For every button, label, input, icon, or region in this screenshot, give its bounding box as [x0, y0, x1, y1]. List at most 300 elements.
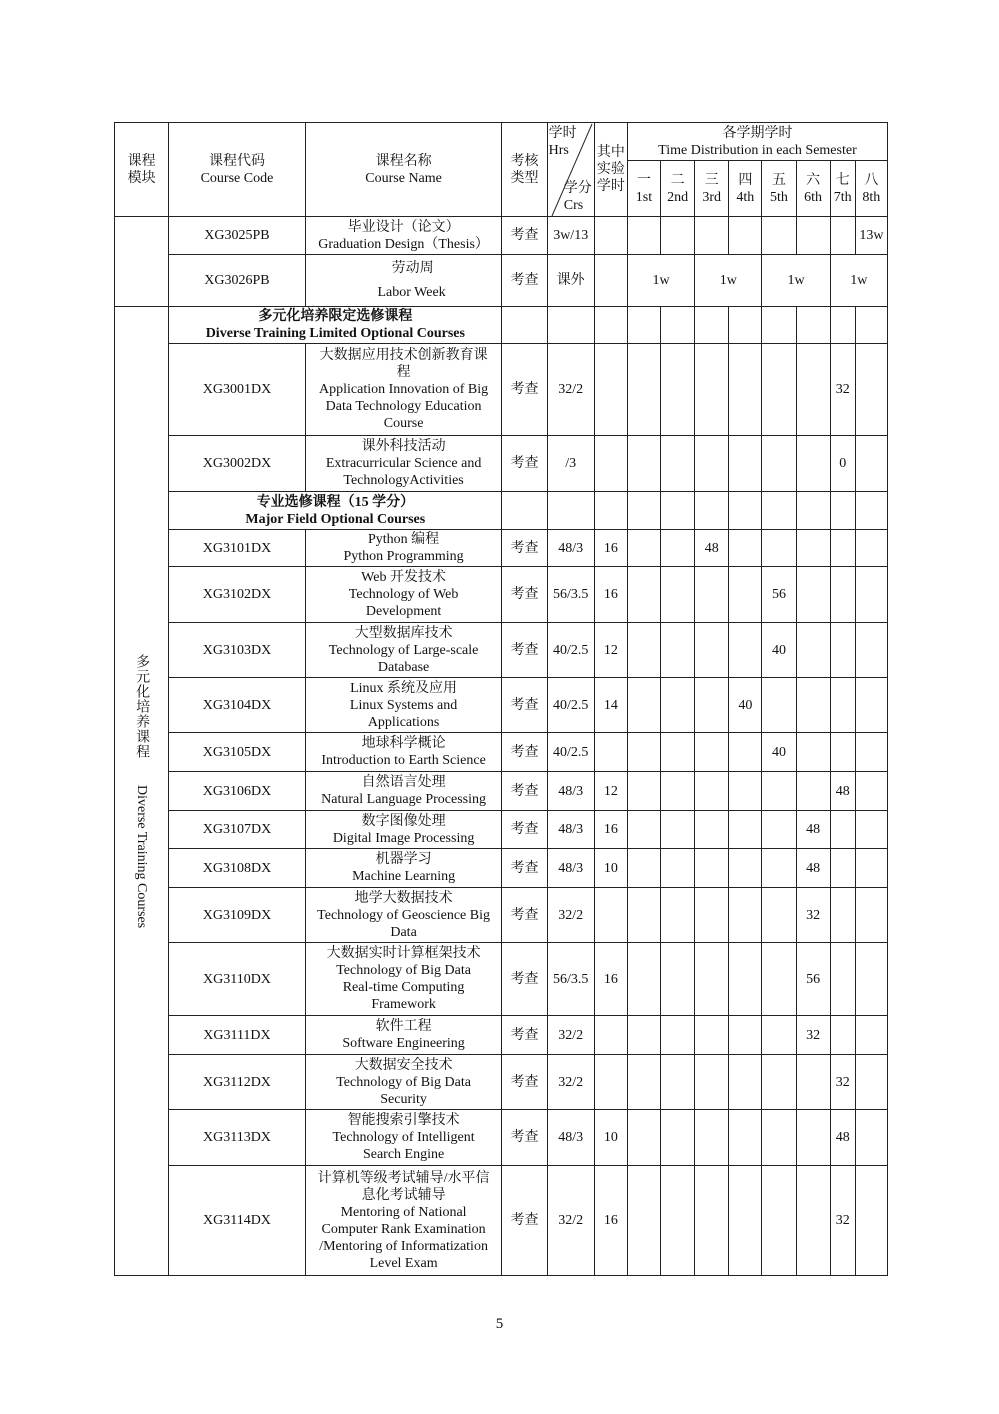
- course-row: [115, 772, 888, 811]
- course-name-line: 自然语言处理: [361, 775, 446, 790]
- semester-7-hours: 0: [830, 436, 855, 492]
- course-code: XG3107DX: [169, 811, 306, 849]
- exam-type: 考查: [502, 217, 547, 255]
- course-name-line: 地球科学概论: [361, 736, 446, 751]
- semester-4-hours: [729, 1110, 762, 1166]
- semester-3-hours: [695, 943, 729, 1016]
- hours-credits: 3w/13: [547, 217, 594, 255]
- course-name-line: Web 开发技术: [361, 570, 446, 585]
- module-cell-blank: [115, 217, 169, 307]
- course-name-line: Linux 系统及应用: [350, 680, 458, 696]
- semester-4-hours: [729, 772, 762, 811]
- header-semester-6: [796, 161, 830, 217]
- semester-1-hours: [627, 888, 660, 943]
- course-name-line: 大型数据库技术: [354, 625, 453, 641]
- semester-en: 5th: [770, 189, 788, 205]
- semester-3-hours: [695, 733, 729, 772]
- semester-1-hours: [627, 733, 660, 772]
- course-name-line: Data Technology Education: [325, 399, 482, 414]
- empty-cell: [594, 307, 627, 344]
- section-title-en: Diverse Training Limited Optional Courses: [205, 326, 465, 341]
- empty-cell: [502, 492, 547, 530]
- semester-8-hours: [855, 530, 887, 567]
- semester-1-hours: [627, 623, 660, 678]
- semester-8-hours: [855, 943, 887, 1016]
- semester-1-hours: [627, 811, 660, 849]
- header-row-1: [115, 123, 888, 161]
- semester-4-hours: [729, 943, 762, 1016]
- semester-8-hours: [855, 344, 887, 436]
- course-row: [115, 888, 888, 943]
- course-name: [305, 567, 502, 623]
- exam-type: 考查: [502, 888, 547, 943]
- hours-credits: 56/3.5: [547, 943, 594, 1016]
- semester-4-hours: [729, 849, 762, 888]
- course-name: [305, 1110, 502, 1166]
- semester-7-hours: [830, 1016, 855, 1055]
- empty-cell: [627, 307, 660, 344]
- semester-cn: 二: [670, 172, 685, 188]
- semester-7-hours: [830, 678, 855, 733]
- exam-type: 考查: [502, 733, 547, 772]
- lab-hours: [594, 733, 627, 772]
- header-exam-type: 考核 类型: [502, 123, 547, 217]
- header-credits-cn: 学分: [563, 181, 592, 196]
- course-name-line: 劳动周: [391, 260, 434, 276]
- hours-credits: /3: [547, 436, 594, 492]
- course-name: [305, 811, 502, 849]
- lab-hours: 16: [594, 811, 627, 849]
- semester-7-hours: [830, 943, 855, 1016]
- exam-type: 考查: [502, 255, 547, 307]
- curriculum-table: [114, 122, 888, 1276]
- semester-1-hours: [627, 344, 660, 436]
- semester-4-hours: [729, 888, 762, 943]
- course-code: XG3104DX: [169, 678, 306, 733]
- lab-hours: [594, 436, 627, 492]
- course-row: [115, 623, 888, 678]
- semester-6-hours: [796, 567, 830, 623]
- course-name-line: Python 编程: [367, 532, 440, 547]
- course-name-line: Application Innovation of Big: [319, 382, 489, 397]
- header-hours-cn: 学时: [548, 126, 577, 141]
- semester-en: 3rd: [702, 189, 722, 205]
- course-name-line: Development: [365, 604, 442, 619]
- course-row: [115, 678, 888, 733]
- course-code: XG3102DX: [169, 567, 306, 623]
- exam-type: 考查: [502, 436, 547, 492]
- semester-pair-weeks: 1w: [830, 255, 887, 307]
- course-code: XG3106DX: [169, 772, 306, 811]
- semester-5-hours: [762, 849, 796, 888]
- hours-credits: 40/2.5: [547, 733, 594, 772]
- course-row: [115, 811, 888, 849]
- course-name-line: Python Programming: [343, 549, 464, 564]
- semester-7-hours: [830, 217, 855, 255]
- course-row: [115, 1055, 888, 1110]
- semester-7-hours: [830, 811, 855, 849]
- semester-5-hours: 40: [762, 623, 796, 678]
- course-name: [305, 1166, 502, 1276]
- semester-6-hours: [796, 217, 830, 255]
- semester-8-hours: 13w: [855, 217, 887, 255]
- header-semester-3: [695, 161, 729, 217]
- semester-5-hours: [762, 943, 796, 1016]
- semester-5-hours: [762, 1055, 796, 1110]
- course-name-line: Digital Image Processing: [332, 830, 475, 846]
- semester-2-hours: [661, 1166, 695, 1276]
- semester-2-hours: [661, 623, 695, 678]
- course-name-line: /Mentoring of Informatization: [319, 1238, 488, 1254]
- semester-pair-weeks: 1w: [695, 255, 762, 307]
- semester-2-hours: [661, 811, 695, 849]
- semester-5-hours: 56: [762, 567, 796, 623]
- semester-5-hours: [762, 530, 796, 567]
- semester-5-hours: [762, 811, 796, 849]
- semester-3-hours: [695, 811, 729, 849]
- course-name-line: Labor Week: [377, 284, 446, 300]
- hours-credits: 48/3: [547, 772, 594, 811]
- semester-5-hours: 40: [762, 733, 796, 772]
- section-title-cn: 专业选修课程（15 学分）: [256, 494, 415, 510]
- semester-2-hours: [661, 943, 695, 1016]
- semester-2-hours: [661, 849, 695, 888]
- course-row: [115, 217, 888, 255]
- semester-3-hours: 48: [695, 530, 729, 567]
- semester-8-hours: [855, 1166, 887, 1276]
- course-name-line: Graduation Design（Thesis）: [318, 236, 489, 252]
- lab-hours: [594, 344, 627, 436]
- hours-credits: 32/2: [547, 1055, 594, 1110]
- semester-cn: 三: [704, 172, 719, 188]
- lab-hours: [594, 1055, 627, 1110]
- hours-credits: 56/3.5: [547, 567, 594, 623]
- empty-cell: [796, 307, 830, 344]
- semester-8-hours: [855, 888, 887, 943]
- semester-1-hours: [627, 1055, 660, 1110]
- hours-credits: 48/3: [547, 811, 594, 849]
- course-code: XG3026PB: [169, 255, 306, 307]
- semester-1-hours: [627, 849, 660, 888]
- semester-en: 6th: [804, 189, 823, 205]
- course-name-line: Security: [380, 1091, 427, 1107]
- semester-cn: 五: [771, 172, 786, 188]
- course-name-line: Natural Language Processing: [321, 792, 486, 807]
- header-semester-5: [762, 161, 796, 217]
- course-row: [115, 849, 888, 888]
- semester-2-hours: [661, 772, 695, 811]
- course-code: XG3108DX: [169, 849, 306, 888]
- semester-5-hours: [762, 1110, 796, 1166]
- semester-3-hours: [695, 567, 729, 623]
- empty-cell: [661, 492, 695, 530]
- semester-en: 7th: [833, 189, 852, 205]
- course-name-line: Machine Learning: [352, 869, 456, 884]
- semester-4-hours: 40: [729, 678, 762, 733]
- course-name: [305, 436, 502, 492]
- header-code: 课程代码 Course Code: [169, 123, 306, 217]
- semester-3-hours: [695, 1016, 729, 1055]
- semester-7-hours: [830, 733, 855, 772]
- course-name-line: 程: [396, 365, 411, 380]
- empty-cell: [830, 307, 855, 344]
- semester-7-hours: 32: [830, 1055, 855, 1110]
- empty-cell: [729, 307, 762, 344]
- course-name-line: 大数据应用技术创新教育课: [319, 348, 488, 363]
- course-name: [305, 530, 502, 567]
- semester-cn: 八: [864, 172, 879, 188]
- semester-cn: 四: [738, 172, 753, 188]
- exam-type: 考查: [502, 811, 547, 849]
- course-code: XG3103DX: [169, 623, 306, 678]
- course-name-line: Linux Systems and: [349, 697, 458, 713]
- course-name: [305, 888, 502, 943]
- course-name-line: TechnologyActivities: [343, 473, 464, 488]
- semester-5-hours: [762, 217, 796, 255]
- course-name-line: Software Engineering: [342, 1036, 465, 1051]
- section-title: [169, 307, 502, 344]
- empty-cell: [594, 492, 627, 530]
- course-name: [305, 1055, 502, 1110]
- semester-8-hours: [855, 772, 887, 811]
- semester-1-hours: [627, 436, 660, 492]
- semester-5-hours: [762, 344, 796, 436]
- header-semester-4: [729, 161, 762, 217]
- course-name-line: Extracurricular Science and: [325, 456, 482, 471]
- course-row: [115, 1016, 888, 1055]
- semester-6-hours: [796, 436, 830, 492]
- semester-en: 2nd: [667, 189, 689, 205]
- course-name-line: Introduction to Earth Science: [321, 753, 486, 768]
- exam-type: 考查: [502, 678, 547, 733]
- semester-2-hours: [661, 567, 695, 623]
- semester-7-hours: 48: [830, 772, 855, 811]
- empty-cell: [762, 492, 796, 530]
- semester-6-hours: 56: [796, 943, 830, 1016]
- semester-1-hours: [627, 1110, 660, 1166]
- semester-5-hours: [762, 888, 796, 943]
- semester-en: 4th: [736, 189, 755, 205]
- exam-type: 考查: [502, 623, 547, 678]
- lab-hours: 14: [594, 678, 627, 733]
- lab-hours: 12: [594, 772, 627, 811]
- course-code: XG3109DX: [169, 888, 306, 943]
- lab-hours: [594, 217, 627, 255]
- empty-cell: [502, 307, 547, 344]
- semester-pair-weeks: 1w: [762, 255, 830, 307]
- hours-credits: 40/2.5: [547, 623, 594, 678]
- hours-credits: 32/2: [547, 1166, 594, 1276]
- semester-8-hours: [855, 1110, 887, 1166]
- semester-7-hours: [830, 530, 855, 567]
- course-name-line: 毕业设计（论文）: [347, 219, 460, 235]
- semester-2-hours: [661, 888, 695, 943]
- header-semester-7: [830, 161, 855, 217]
- hours-credits: 32/2: [547, 1016, 594, 1055]
- page-number: 5: [495, 1316, 504, 1332]
- course-name-line: Data: [390, 924, 417, 940]
- semester-7-hours: 32: [830, 344, 855, 436]
- module-label-cell: [115, 307, 169, 1276]
- semester-3-hours: [695, 1055, 729, 1110]
- semester-3-hours: [695, 849, 729, 888]
- semester-6-hours: [796, 1166, 830, 1276]
- course-row: [115, 567, 888, 623]
- course-row: [115, 733, 888, 772]
- course-code: XG3112DX: [169, 1055, 306, 1110]
- section-title: [169, 492, 502, 530]
- empty-cell: [830, 492, 855, 530]
- module-label: [116, 654, 167, 928]
- empty-cell: [855, 307, 887, 344]
- semester-8-hours: [855, 733, 887, 772]
- empty-cell: [547, 492, 594, 530]
- semester-4-hours: [729, 217, 762, 255]
- header-semester-distribution: 各学期学时 Time Distribution in each Semester: [627, 123, 887, 161]
- semester-8-hours: [855, 623, 887, 678]
- course-name-line: Applications: [367, 714, 440, 730]
- exam-type: 考查: [502, 1166, 547, 1276]
- semester-cn: 六: [806, 172, 821, 188]
- header-module: 课程 模块: [115, 123, 169, 217]
- semester-8-hours: [855, 567, 887, 623]
- hours-credits: 课外: [547, 255, 594, 307]
- lab-hours: 16: [594, 530, 627, 567]
- semester-pair-weeks: 1w: [627, 255, 694, 307]
- semester-1-hours: [627, 530, 660, 567]
- semester-2-hours: [661, 678, 695, 733]
- semester-3-hours: [695, 623, 729, 678]
- semester-7-hours: 48: [830, 1110, 855, 1166]
- empty-cell: [762, 307, 796, 344]
- semester-1-hours: [627, 943, 660, 1016]
- lab-hours: [594, 1016, 627, 1055]
- course-name-line: Technology of Web: [348, 587, 459, 602]
- semester-1-hours: [627, 1016, 660, 1055]
- course-row: [115, 530, 888, 567]
- semester-6-hours: [796, 678, 830, 733]
- header-semester-2: [661, 161, 695, 217]
- exam-type: 考查: [502, 1016, 547, 1055]
- hours-credits: 48/3: [547, 530, 594, 567]
- course-name: [305, 849, 502, 888]
- lab-hours: 16: [594, 1166, 627, 1276]
- course-name-line: 数字图像处理: [361, 813, 446, 829]
- exam-type: 考查: [502, 849, 547, 888]
- course-name: [305, 943, 502, 1016]
- course-row: [115, 943, 888, 1016]
- semester-5-hours: [762, 436, 796, 492]
- course-name-line: Real-time Computing: [342, 980, 465, 995]
- semester-6-hours: [796, 344, 830, 436]
- exam-type: 考查: [502, 943, 547, 1016]
- semester-8-hours: [855, 1055, 887, 1110]
- course-code: XG3110DX: [169, 943, 306, 1016]
- hours-credits: 32/2: [547, 344, 594, 436]
- empty-cell: [796, 492, 830, 530]
- course-name-line: Course: [383, 416, 424, 431]
- semester-2-hours: [661, 1016, 695, 1055]
- course-name: [305, 678, 502, 733]
- semester-cn: 七: [835, 172, 850, 188]
- semester-8-hours: [855, 811, 887, 849]
- exam-type: 考查: [502, 1110, 547, 1166]
- semester-7-hours: [830, 623, 855, 678]
- semester-2-hours: [661, 217, 695, 255]
- course-name-line: Technology of Intelligent: [332, 1130, 475, 1145]
- semester-8-hours: [855, 436, 887, 492]
- section-header-row: [115, 492, 888, 530]
- course-name-line: 智能搜索引擎技术: [347, 1113, 460, 1128]
- section-title-en: Major Field Optional Courses: [245, 511, 426, 527]
- course-name-line: 计算机等级考试辅导/水平信: [317, 1170, 490, 1186]
- course-name-line: Search Engine: [362, 1147, 445, 1162]
- course-name-line: 软件工程: [375, 1019, 432, 1034]
- lab-hours: [594, 888, 627, 943]
- semester-4-hours: [729, 1166, 762, 1276]
- section-title-cn: 多元化培养限定选修课程: [258, 309, 413, 324]
- course-name-line: Technology of Big Data: [336, 1074, 471, 1090]
- semester-2-hours: [661, 436, 695, 492]
- course-name-line: Mentoring of National: [340, 1204, 467, 1220]
- empty-cell: [627, 492, 660, 530]
- course-name-line: Level Exam: [369, 1255, 438, 1271]
- semester-5-hours: [762, 1166, 796, 1276]
- semester-8-hours: [855, 1016, 887, 1055]
- course-row: [115, 1166, 888, 1276]
- empty-cell: [547, 307, 594, 344]
- semester-8-hours: [855, 849, 887, 888]
- semester-6-hours: [796, 530, 830, 567]
- semester-4-hours: [729, 530, 762, 567]
- semester-3-hours: [695, 344, 729, 436]
- lab-hours: 10: [594, 1110, 627, 1166]
- exam-type: 考查: [502, 567, 547, 623]
- course-row: [115, 1110, 888, 1166]
- course-name: [305, 623, 502, 678]
- hours-credits: 32/2: [547, 888, 594, 943]
- lab-hours: 10: [594, 849, 627, 888]
- course-row: [115, 436, 888, 492]
- course-code: XG3025PB: [169, 217, 306, 255]
- course-name: [305, 344, 502, 436]
- header-semester-8: [855, 161, 887, 217]
- exam-type: 考查: [502, 1055, 547, 1110]
- lab-hours: 12: [594, 623, 627, 678]
- semester-6-hours: [796, 623, 830, 678]
- semester-6-hours: 48: [796, 849, 830, 888]
- course-code: XG3111DX: [169, 1016, 306, 1055]
- header-hours-en: Hrs: [548, 143, 569, 158]
- course-code: XG3101DX: [169, 530, 306, 567]
- semester-en: 1st: [635, 189, 653, 205]
- semester-5-hours: [762, 678, 796, 733]
- semester-7-hours: 32: [830, 1166, 855, 1276]
- semester-1-hours: [627, 678, 660, 733]
- course-code: XG3105DX: [169, 733, 306, 772]
- semester-6-hours: [796, 1110, 830, 1166]
- course-code: XG3002DX: [169, 436, 306, 492]
- semester-3-hours: [695, 888, 729, 943]
- lab-hours: 16: [594, 567, 627, 623]
- course-name-line: Technology of Big Data: [336, 963, 471, 978]
- semester-4-hours: [729, 1055, 762, 1110]
- course-code: XG3001DX: [169, 344, 306, 436]
- lab-hours: [594, 255, 627, 307]
- hours-credits: 48/3: [547, 1110, 594, 1166]
- course-name-line: 机器学习: [375, 852, 432, 867]
- semester-3-hours: [695, 436, 729, 492]
